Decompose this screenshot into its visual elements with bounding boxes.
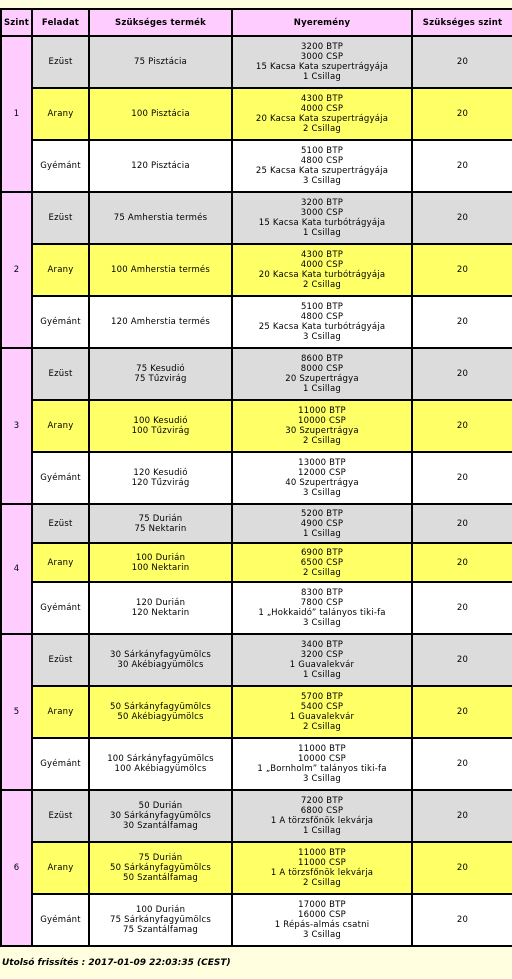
reward-line: 3200 CSP [300,650,344,660]
required-product-cell [89,452,232,504]
reward-line: 1 A törzsfőnök lekvárja [270,868,374,878]
product-line: 120 Nektarin [131,608,190,618]
level-cell: 1 [1,36,32,192]
reward-line: 15 Kacsa Kata szupertrágyája [255,62,389,72]
required-product-cell [89,88,232,140]
reward-line: 25 Kacsa Kata turbótrágyája [258,322,386,332]
required-product-cell [89,634,232,686]
reward-line: 3 Csillag [303,930,341,940]
reward-line: 7200 BTP [300,796,344,806]
reward-line: 3000 CSP [300,52,344,62]
required-level-cell: 20 [412,140,512,192]
reward-cell [232,543,412,582]
table-row [1,452,512,504]
product-line: 75 Szantálfamag [123,925,198,935]
reward-cell [232,452,412,504]
product-line: 50 Sárkányfagyümölcs [110,863,211,873]
reward-line: 5100 BTP [300,302,344,312]
reward-line: 5100 BTP [300,146,344,156]
product-line: 75 Sárkányfagyümölcs [110,915,211,925]
product-line: 120 Pisztácia [131,161,190,171]
required-level-cell: 20 [412,894,512,946]
reward-line: 1 Guavalekvár [289,712,355,722]
product-line: 120 Amherstia termés [110,317,210,327]
required-level-cell: 20 [412,842,512,894]
table-row [1,543,512,582]
table-row [1,686,512,738]
task-cell: Arany [32,686,89,738]
reward-line: 3 Csillag [303,176,341,186]
reward-line: 11000 BTP [298,406,346,416]
table-row [1,192,512,244]
required-product-cell [89,348,232,400]
reward-line: 20 Kacsa Kata turbótrágyája [258,270,386,280]
reward-line: 3 Csillag [303,332,341,342]
product-line: 100 Durián [135,552,186,563]
reward-line: 8600 BTP [300,354,344,364]
reward-cell [232,504,412,543]
reward-line: 10000 CSP [298,416,346,426]
required-level-cell: 20 [412,192,512,244]
table-row [1,348,512,400]
reward-line: 5200 BTP [300,508,344,519]
reward-cell [232,244,412,296]
product-line: 100 Kesudió [133,416,188,426]
task-cell: Gyémánt [32,894,89,946]
reward-cell [232,894,412,946]
reward-line: 3200 BTP [300,198,344,208]
reward-cell [232,296,412,348]
required-product-cell [89,244,232,296]
required-level-cell: 20 [412,88,512,140]
task-cell: Ezüst [32,36,89,88]
required-product-cell [89,192,232,244]
required-level-cell: 20 [412,244,512,296]
reward-line: 4000 CSP [300,260,344,270]
reward-line: 6500 CSP [300,557,344,568]
reward-line: 1 „Hokkaidó” talányos tiki-fa [258,608,386,618]
product-line: 75 Durián [138,853,183,863]
table-row [1,400,512,452]
required-product-cell [89,894,232,946]
header-feladat: Feladat [32,9,89,36]
required-product-cell [89,582,232,634]
required-level-cell: 20 [412,348,512,400]
level-cell: 5 [1,634,32,790]
product-line: 30 Sárkányfagyümölcs [110,811,211,821]
reward-line: 13000 BTP [298,458,346,468]
reward-line: 3 Csillag [303,774,341,784]
reward-line: 7800 CSP [300,598,344,608]
level-cell: 4 [1,504,32,634]
reward-line: 11000 CSP [298,858,346,868]
required-level-cell: 20 [412,504,512,543]
product-line: 50 Akébiagyümölcs [117,712,204,722]
reward-line: 2 Csillag [303,124,341,134]
reward-cell [232,348,412,400]
task-cell: Arany [32,88,89,140]
reward-line: 3200 BTP [300,42,344,52]
reward-line: 6900 BTP [300,547,344,558]
reward-cell [232,400,412,452]
header-szint: Szint [1,9,32,36]
required-level-cell: 20 [412,582,512,634]
reward-cell [232,192,412,244]
reward-line: 4300 BTP [300,250,344,260]
product-line: 100 Amherstia termés [110,265,210,275]
reward-cell [232,686,412,738]
task-cell: Ezüst [32,192,89,244]
level-cell: 6 [1,790,32,946]
required-product-cell [89,504,232,543]
reward-line: 40 Szupertrágya [285,478,359,488]
task-cell: Arany [32,543,89,582]
reward-cell [232,842,412,894]
product-line: 50 Sárkányfagyümölcs [110,702,211,712]
reward-line: 1 Csillag [303,528,341,539]
reward-line: 1 Csillag [303,384,341,394]
reward-line: 2 Csillag [303,280,341,290]
product-line: 50 Durián [138,801,183,811]
task-cell: Ezüst [32,348,89,400]
table-header-row [1,9,512,36]
reward-line: 16000 CSP [298,910,346,920]
required-product-cell [89,842,232,894]
product-line: 30 Sárkányfagyümölcs [110,650,211,660]
required-product-cell [89,36,232,88]
required-level-cell: 20 [412,738,512,790]
required-level-cell: 20 [412,452,512,504]
required-product-cell [89,400,232,452]
last-updated-footer: Utolsó frissítés : 2017-01-09 22:03:35 (CEST) [2,958,231,968]
reward-line: 4000 CSP [300,104,344,114]
task-cell: Gyémánt [32,140,89,192]
reward-line: 11000 BTP [298,848,346,858]
reward-line: 3 Csillag [303,618,341,628]
task-cell: Gyémánt [32,452,89,504]
reward-line: 6800 CSP [300,806,344,816]
header-szukseges-termek: Szükséges termék [89,9,232,36]
reward-line: 2 Csillag [303,567,341,578]
reward-line: 8300 BTP [300,588,344,598]
required-level-cell: 20 [412,790,512,842]
required-level-cell: 20 [412,296,512,348]
product-line: 75 Nektarin [134,523,187,534]
product-line: 120 Kesudió [133,468,188,478]
product-line: 100 Sárkányfagyümölcs [107,754,214,764]
table-row [1,634,512,686]
reward-line: 11000 BTP [298,744,346,754]
reward-cell [232,140,412,192]
product-line: 30 Akébiagyümölcs [117,660,204,670]
table-row [1,88,512,140]
reward-cell [232,634,412,686]
task-cell: Ezüst [32,790,89,842]
reward-line: 2 Csillag [303,878,341,888]
reward-line: 1 Csillag [303,72,341,82]
reward-cell [232,738,412,790]
reward-cell [232,582,412,634]
reward-line: 1 A törzsfőnök lekvárja [270,816,374,826]
required-level-cell: 20 [412,634,512,686]
reward-line: 25 Kacsa Kata szupertrágyája [255,166,389,176]
reward-line: 1 „Bornholm” talányos tiki-fa [257,764,387,774]
table-row [1,582,512,634]
table-row [1,738,512,790]
table-row [1,894,512,946]
reward-line: 4300 BTP [300,94,344,104]
reward-line: 1 Csillag [303,826,341,836]
reward-line: 5400 CSP [300,702,344,712]
reward-line: 12000 CSP [298,468,346,478]
reward-line: 2 Csillag [303,436,341,446]
product-line: 100 Pisztácia [131,109,190,119]
product-line: 100 Nektarin [131,562,190,573]
product-line: 75 Tűzvirág [134,374,187,384]
reward-cell [232,36,412,88]
required-level-cell: 20 [412,36,512,88]
reward-line: 1 Csillag [303,228,341,238]
table-row [1,296,512,348]
product-line: 75 Amherstia termés [113,213,208,223]
reward-line: 17000 BTP [298,900,346,910]
reward-line: 5700 BTP [300,692,344,702]
product-line: 75 Durián [138,513,183,524]
reward-line: 3 Csillag [303,488,341,498]
required-product-cell [89,686,232,738]
task-cell: Arany [32,400,89,452]
required-product-cell [89,543,232,582]
required-product-cell [89,140,232,192]
reward-line: 1 Guavalekvár [289,660,355,670]
reward-line: 3000 CSP [300,208,344,218]
reward-line: 4800 CSP [300,312,344,322]
task-cell: Arany [32,244,89,296]
event-rewards-table [0,8,512,947]
product-line: 75 Kesudió [136,364,185,374]
task-cell: Gyémánt [32,738,89,790]
reward-line: 8000 CSP [300,364,344,374]
table-row [1,842,512,894]
required-level-cell: 20 [412,543,512,582]
reward-cell [232,790,412,842]
reward-cell [232,88,412,140]
product-line: 100 Tűzvirág [131,426,190,436]
required-level-cell: 20 [412,686,512,738]
table-row [1,504,512,543]
task-cell: Arany [32,842,89,894]
product-line: 50 Szantálfamag [123,873,198,883]
reward-line: 4900 CSP [300,518,344,529]
required-product-cell [89,296,232,348]
header-szukseges-szint: Szükséges szint [412,9,512,36]
required-level-cell: 20 [412,400,512,452]
reward-line: 1 Répás-almás csatni [274,920,370,930]
reward-line: 1 Csillag [303,670,341,680]
task-cell: Gyémánt [32,582,89,634]
header-nyeremeny: Nyeremény [232,9,412,36]
level-cell: 2 [1,192,32,348]
table-row [1,36,512,88]
product-line: 75 Pisztácia [134,57,187,67]
reward-line: 15 Kacsa Kata turbótrágyája [258,218,386,228]
required-product-cell [89,738,232,790]
product-line: 120 Tűzvirág [131,478,190,488]
task-cell: Ezüst [32,634,89,686]
task-cell: Ezüst [32,504,89,543]
reward-line: 30 Szupertrágya [285,426,359,436]
product-line: 120 Durián [135,598,186,608]
table-row [1,244,512,296]
reward-line: 3400 BTP [300,640,344,650]
reward-line: 20 Kacsa Kata szupertrágyája [255,114,389,124]
reward-line: 10000 CSP [298,754,346,764]
reward-line: 2 Csillag [303,722,341,732]
product-line: 30 Szantálfamag [123,821,198,831]
required-product-cell [89,790,232,842]
product-line: 100 Durián [135,905,186,915]
reward-line: 20 Szupertrágya [285,374,359,384]
level-cell: 3 [1,348,32,504]
table-row [1,140,512,192]
product-line: 100 Akébiagyümölcs [114,764,207,774]
task-cell: Gyémánt [32,296,89,348]
reward-line: 4800 CSP [300,156,344,166]
table-row [1,790,512,842]
